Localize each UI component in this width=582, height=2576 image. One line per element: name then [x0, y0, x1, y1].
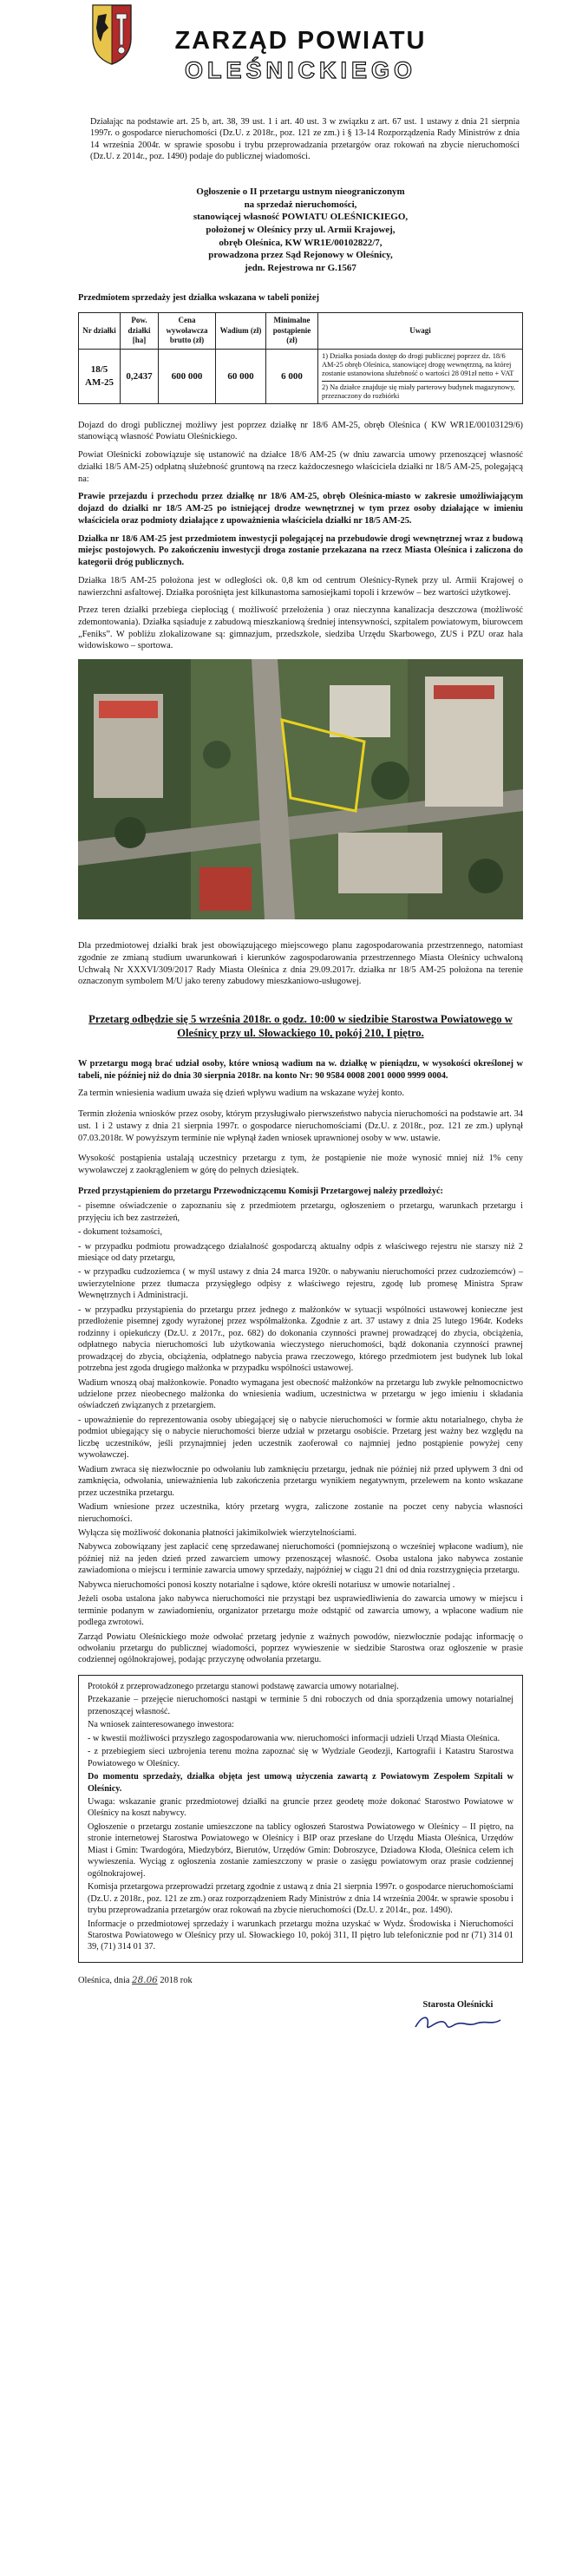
- institution-name-line2: OLEŚNICKIEGO: [184, 57, 417, 84]
- paragraph-location: Działka 18/5 AM-25 położona jest w odległości ok. 0,8 km od centrum Oleśnicy-Rynek przy ul. Armii Krajowej o nawierzchni asfaltowej. Działka porośnięta jest kilkunastoma samosiejkami topoli i krzewów – bez wartości użytkowej.: [78, 575, 523, 598]
- year-label: 2018 rok: [160, 1975, 193, 1985]
- parcel-table: [78, 312, 523, 404]
- signer-title: Starosta Oleśnicki: [422, 1999, 494, 2010]
- paragraph-increment: Wysokość postąpienia ustalają uczestnicy przetargu z tym, że postąpienie nie może wynosić mniej niż 1% ceny wywoławczej z zaokrągleniem w górę do pełnych dziesiątek.: [78, 1154, 523, 1175]
- auction-date-banner: Przetarg odbędzie się 5 września 2018r. o godz. 10:00 w siedzibie Starostwa Powiatowego w Oleśnicy przy ul. Słowackiego 10, pokój 210, I piętro.: [88, 1013, 513, 1040]
- signature-icon: [410, 2010, 506, 2036]
- paragraph-investment: Działka nr 18/6 AM-25 jest przedmiotem inwestycji polegającej na przebudowie drogi wewnętrznej wraz z budową miejsc postojowych. Po zakończeniu inwestycji droga zostanie przekazana na rzecz Miasta Oleśnica i zaliczona do kategorii dróg publicznych.: [78, 533, 523, 568]
- table-row: [79, 350, 523, 403]
- col-header: Cena wywoławcza brutto (zł): [159, 312, 216, 350]
- paragraph-deposit-date: Za termin wniesienia wadium uważa się dzień wpływu wadium na wskazane wyżej konto.: [78, 1089, 404, 1099]
- info-item: Przekazanie – przejęcie nieruchomości nastąpi w terminie 5 dni roboczych od dnia sporządzenia umowy notarialnej przenoszącej własność.: [88, 1695, 513, 1716]
- paragraph-deposit: W przetargu mogą brać udział osoby, które wniosą wadium na w. działkę w pieniądzu, w wysokości określonej w tabeli, nie później niż do dnia 30 sierpnia 2018r. na konto Nr: 90 9584 0008 2001 0000 9999 0004.: [78, 1058, 523, 1081]
- table-heading: Przedmiotem sprzedaży jest działka wskazana w tabeli poniżej: [78, 292, 319, 303]
- parcel-number: 18/5 AM-25: [79, 350, 121, 403]
- info-item: Informacje o przedmiotowej sprzedaży i warunkach przetargu można uzyskać w Wydz. Środowiska i Nieruchomości Starostwa Powiatowego w Oleśnicy przy ul. Słowackiego 10, pokój 311, II piętro lub telefonicznie pod nr (71) 314 01 39, (71) 314 01 37.: [88, 1919, 513, 1952]
- institution-name-line1: ZARZĄD POWIATU: [174, 27, 427, 55]
- rule-item: Wadium zwraca się niezwłocznie po odwołaniu lub zamknięciu przetargu, jednak nie później niż przed upływem 3 dni od zamknięcia, odwołania, unieważnienia lub zakończenia przetargu wynikiem negatywnym, przelewem na konto wskazane przez uczestnika przetargu.: [78, 1464, 523, 1498]
- col-header: Minimalne postąpienie (zł): [266, 312, 318, 350]
- rules-heading: Przed przystąpieniem do przetargu Przewodniczącemu Komisji Przetargowej należy przedłożyć:: [78, 1186, 443, 1196]
- paragraph-access: Dojazd do drogi publicznej możliwy jest poprzez działkę nr 18/6 AM-25, obręb Oleśnica ( KW WR1E/00103129/6) stanowiącą własność Powiatu Oleśnickiego.: [78, 420, 523, 442]
- handwritten-date: 28.06: [132, 1974, 158, 1985]
- paragraph-utilities: Przez teren działki przebiega ciepłociąg ( możliwość przełożenia ) oraz nieczynna kanalizacja deszczowa (możliwość zdemontowania). Działka sąsiaduje z zabudową mieszkaniową średniej intensywności, szpitalem powiatowym, biurowcem „Feniks”. W pobliżu zlokalizowane są: gimnazjum, przedszkole, siedziba Urzędu Skarbowego, ZUS i PZU oraz hala widowiskowo – sportowa.: [78, 605, 523, 651]
- parcel-area: 0,2437: [121, 350, 159, 403]
- aerial-photo-image: [78, 659, 523, 919]
- rule-item: - pisemne oświadczenie o zapoznaniu się z przedmiotem przetargu, ogłoszeniem o przetargu, warunkach przetargu i przyjęciu ich bez zastrzeżeń,: [78, 1201, 523, 1223]
- rule-item: Zarząd Powiatu Oleśnickiego może odwołać przetarg jedynie z ważnych powodów, niezwłocznie podając informację o odwołaniu przetargu do publicznej wiadomości, poprzez wywieszenie w siedzibie Starostwa oraz ogłoszenie w prasie codziennej ogólnokrajowej, podając przyczynę odwołania przetargu.: [78, 1631, 523, 1665]
- title-line: jedn. Rejestrowa nr G.1567: [245, 263, 356, 274]
- remark-item: 2) Na działce znajduje się miały parterowy budynek magazynowy, przeznaczony do rozbiórki: [322, 382, 515, 400]
- remarks-cell: [318, 350, 523, 403]
- additional-info-box: [78, 1675, 523, 1963]
- remark-item: 1) Działka posiada dostęp do drogi publicznej poprzez dz. 18/6 AM-25 obręb Oleśnica, stanowiącej drogę wewnętrzną, na której zostanie ustanowiona służebność o wartości 28 091zł netto + VAT: [322, 352, 519, 381]
- title-line: Ogłoszenie o II przetargu ustnym nieograniczonym: [196, 186, 405, 197]
- signature-block: [78, 1975, 523, 2036]
- title-line: na sprzedaż nieruchomości,: [244, 199, 357, 210]
- minimum-increment: 6 000: [266, 350, 318, 403]
- info-item: Komisja przetargowa przeprowadzi przetarg zgodnie z ustawą z dnia 21 sierpnia 1997r. o gospodarce nieruchomościami (Dz.U. z 2018r., poz. 121 ze zm.) oraz rozporządzeniem Rady Ministrów z dnia 14 września 2004r. w sprawie sposobu i trybu przeprowadzania przetargów oraz rokowań na zbycie nieruchomości (Dz.U. z 2014r., poz. 1490).: [88, 1882, 513, 1916]
- info-item: - w kwestii możliwości przyszłego zagospodarowania ww. nieruchomości informacji udzieli Urząd Miasta Oleśnica.: [88, 1733, 500, 1743]
- info-item: Do momentu sprzedaży, działka objęta jest umową użyczenia zawartą z Powiatowym Zespołem Szpitali w Oleśnicy.: [88, 1772, 513, 1794]
- title-line: prowadzona przez Sąd Rejonowy w Oleśnicy,: [208, 250, 393, 261]
- rule-item: Nabywca nieruchomości ponosi koszty notarialne i sądowe, które określi notariusz w umowie notarialnej .: [78, 1579, 455, 1590]
- rule-item: - w przypadku przystąpienia do przetargu przez jednego z małżonków w sytuacji wspólności ustawowej konieczne jest przedłożenie pisemnej zgody wyrażonej przez współmałżonka. Zgodnie z art. 37 ustawy z dnia 25 lutego 1964r. Kodeks rodzinny i opiekuńczy (Dz.U. z 2017r., poz. 682) do dokonania czynności prawnej prowadzącej do zbycia, obciążenia, odpłatnego nabycia nieruchomości lub użytkowania wieczystego nieruchomości, bądź dokonania czynności prawnej prowadzącej do zbycia, obciążenia, odpłatnego nabycia prawa rzeczowego, którego przedmiotem jest budynek lub lokal potrzebna jest zgoda drugiego małżonka w przypadku wspólności ustawowej.: [78, 1304, 523, 1374]
- info-item: - z przebiegiem sieci uzbrojenia terenu można zapoznać się w Wydziale Geodezji, Kartografii i Katastru Starostwa Powiatowego w Oleśnicy.: [88, 1747, 513, 1769]
- deposit-amount: 60 000: [216, 350, 266, 403]
- legal-basis-intro: Działając na podstawie art. 25 b, art. 38, 39 ust. 1 i art. 40 ust. 3 w związku z art. 67 ust. 1 ustawy z dnia 21 sierpnia 1997r. o gospodarce nieruchomości (Dz.U. z 2018r., poz. 121 ze zm.) i § 13-14 Rozporządzenia Rady Ministrów z dnia 14 września 2004r. w sprawie sposobu i trybu przeprowadzania przetargów oraz rokowań na zbycie nieruchomości (Dz.U. z 2014r., poz. 1490) podaje do publicznej wiadomości.: [90, 117, 520, 162]
- starting-price: 600 000: [159, 350, 216, 403]
- rule-item: Wadium wniesione przez uczestnika, który przetarg wygra, zaliczone zostanie na poczet ceny nabycia własności nieruchomości.: [78, 1502, 523, 1524]
- info-item: Na wniosek zainteresowanego inwestora:: [88, 1720, 234, 1730]
- rule-item: Nabywca zobowiązany jest zapłacić cenę sprzedawanej nieruchomości (pomniejszoną o wcześniej wpłacone wadium), nie później niż na jeden dzień przed zawarciem umowy przenoszącej własność. Osoba ustalona jako nabywca zostanie zawiadomiona o miejscu i terminie zawarcia umowy sprzedaży, najpóźniej w ciągu 21 dni od dnia rozstrzygnięcia przetargu.: [78, 1542, 523, 1576]
- rule-item: - upoważnienie do reprezentowania osoby ubiegającej się o nabycie nieruchomości w formie aktu notarialnego, chyba że podmiot ubiegający się o nabycie nieruchomości bierze udział w przetargu osobiście. Przetarg jest ważny bez względu na liczbę uczestników, jeśli przynajmniej jeden uczestnik zaoferował co najmniej jedno postąpienie powyżej ceny wywoławczej.: [78, 1415, 523, 1461]
- info-item: Protokół z przeprowadzonego przetargu stanowi podstawę zawarcia umowy notarialnej.: [88, 1681, 399, 1691]
- aerial-photo: [78, 659, 523, 919]
- info-item: Uwaga: wskazanie granic przedmiotowej działki na gruncie przez geodetę może dokonać Starostwo Powiatowe w Oleśnicy na koszt nabywcy.: [88, 1797, 513, 1819]
- bidding-rules: [78, 1186, 523, 1666]
- place-and-date: [78, 1975, 193, 1987]
- rule-item: Wyłącza się możliwość dokonania płatności jakimikolwiek wierzytelnościami.: [78, 1527, 357, 1538]
- place-label: Oleśnica, dnia: [78, 1975, 130, 1985]
- rule-item: - w przypadku podmiotu prowadzącego działalność gospodarczą aktualny odpis z właściwego rejestru nie starszy niż 2 miesiące od daty przetargu,: [78, 1241, 523, 1263]
- title-line: obręb Oleśnica, KW WR1E/00102822/7,: [219, 237, 383, 248]
- rule-item: - w przypadku cudzoziemca ( w myśl ustawy z dnia 24 marca 1920r. o nabywaniu nieruchomości przez cudzoziemców) – uwierzytelnione przez tłumacza przysięgłego odpisy z właściwego rejestru, zgodę lub promesę Ministra Spraw Wewnętrznych i Administracji.: [78, 1267, 523, 1301]
- rule-item: - dokument tożsamości,: [78, 1227, 163, 1238]
- rule-item: Wadium wnoszą obaj małżonkowie. Ponadto wymagana jest obecność małżonków na przetargu lub zwykłe pełnomocnictwo udzielone przez nieobecnego małżonka do wniesienia wadium, uczestnictwa w przetargu w jego imieniu i składania oświadczeń związanych z przetargiem.: [78, 1377, 523, 1411]
- paragraph-easement: Powiat Oleśnicki zobowiązuje się ustanowić na działce 18/6 AM-25 (w dniu zawarcia umowy przenoszącej własność działki 18/5 AM-25) odpłatną służebność gruntową na rzecz każdoczesnego właściciela działki nr 18/5 AM-25, polegającą na:: [78, 450, 523, 484]
- col-header: Wadium (zł): [216, 312, 266, 350]
- rule-item: Jeżeli osoba ustalona jako nabywca nieruchomości nie przystąpi bez usprawiedliwienia do zawarcia umowy w miejscu i terminie podanym w zawiadomieniu, organizator przetargu może odstąpić od zawarcia umowy, a wpłacone wadium nie podlega zwrotowi.: [78, 1594, 523, 1628]
- announcement-title: [95, 186, 506, 275]
- paragraph-right-of-way: Prawie przejazdu i przechodu przez działkę nr 18/6 AM-25, obręb Oleśnica-miasto w zakresie umożliwiającym dojazd do działki nr 18/5 AM-25 po istniejącej drodze wewnętrznej w tym przez osoby działające w imieniu właściciela oraz podmioty działające z upoważnienia właściciela działki nr 18/5 AM-25.: [78, 492, 523, 526]
- info-item: Ogłoszenie o przetargu zostanie umieszczone na tablicy ogłoszeń Starostwa Powiatowego w Oleśnicy – II piętro, na stronie internetowej Starostwa Powiatowego w Oleśnicy i BIP oraz przesłane do Urzędu Miasta Oleśnica, Urzędów Miast i Gmin: Twardogóra, Miedzybórz, Bierutów, Urzędów Gmin: Dobroszyce, Dziadowa Kłoda, Oleśnica celem ich wywieszenia. Wyciąg z ogłoszenia zostanie zamieszczony w prasie o zasięgu powiatowym oraz prasie codziennej ogólnokrajowej.: [88, 1821, 513, 1879]
- letterhead: [78, 0, 523, 95]
- title-line: położonej w Oleśnicy przy ul. Armii Krajowej,: [206, 225, 396, 236]
- col-header: Pow. działki [ha]: [121, 312, 159, 350]
- paragraph-preemption: Termin złożenia wniosków przez osoby, którym przysługiwało pierwszeństwo nabycia nieruchomości na podstawie art. 34 ust. 1 i 2 ustawy z dnia 21 sierpnia 1997r. o gospodarce nieruchomościami (Dz.U. z 2018r., poz. 121 ze zm.) upłynął 07.03.2018r. W powyższym terminie nie wpłynął żaden wniosek uprawnionej osoby w ww. ustawie.: [78, 1109, 523, 1143]
- title-line: stanowiącej własność POWIATU OLEŚNICKIEGO,: [193, 212, 409, 223]
- paragraph-zoning: Dla przedmiotowej działki brak jest obowiązującego miejscowego planu zagospodarowania przestrzennego, natomiast zgodnie ze zmianą studium uwarunkowań i kierunków zagospodarowania przestrzennego Miasta Oleśnicy uchwaloną Uchwałą Nr XXXVI/309/2017 Rady Miasta Oleśnica z dnia 29.09.2017r. działka nr 18/5 AM-25 położona na terenie oznaczonym symbolem M/U jako tereny zabudowy mieszkaniowo-usługowej.: [78, 941, 523, 987]
- col-header: Uwagi: [318, 312, 523, 350]
- col-header: Nr działki: [79, 312, 121, 350]
